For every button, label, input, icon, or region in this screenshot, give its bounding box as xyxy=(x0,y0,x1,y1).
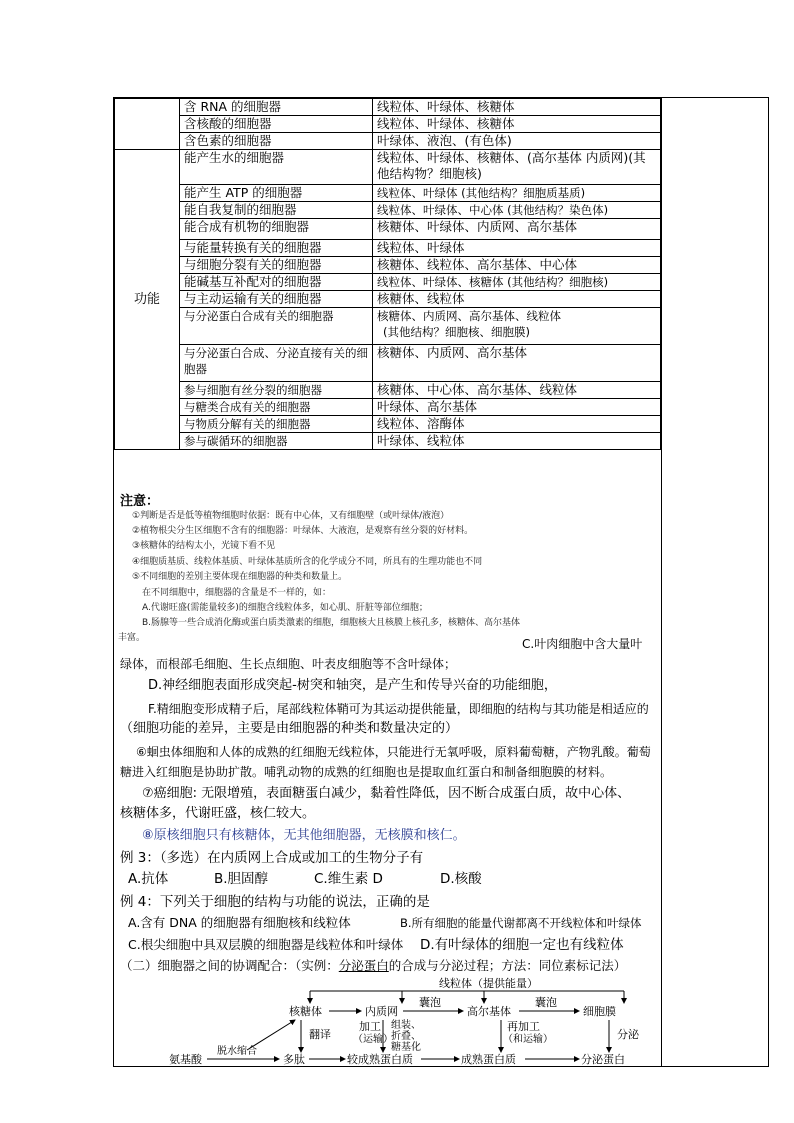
note-7a: ⑦癌细胞: 无限增殖，表面糖蛋白减少，黏着性降低，因不断合成蛋白质，故中心体、 xyxy=(142,786,631,801)
example-3-question: 例 3：（多选）在内质网上合成或加工的生物分子有 xyxy=(120,850,424,866)
table-cell: 线粒体、叶绿体、核糖体 (其他结构？细胞核) xyxy=(373,274,661,291)
flow-vesicle-1: 囊泡 xyxy=(419,996,441,1009)
flow-reprocess: 再加工 xyxy=(507,1020,540,1033)
table-row xyxy=(115,382,661,399)
table-row xyxy=(115,291,661,308)
organelle-table xyxy=(114,98,661,450)
note-line: ③核糖体的结构太小，光镜下看不见 xyxy=(132,541,276,551)
table-row xyxy=(115,185,661,202)
flow-assemble-3: 糖基化 xyxy=(391,1042,421,1053)
table-cell: 能自我复制的细胞器 xyxy=(180,202,373,219)
flow-transport-1: （运输） xyxy=(353,1034,393,1045)
table-cell: 与分泌蛋白合成有关的细胞器 xyxy=(180,308,373,345)
note-c-line: C.叶肉细胞中含大量叶 xyxy=(522,637,643,651)
table-cell: 线粒体、叶绿体 xyxy=(373,240,661,257)
note-6b: 糖进入红细胞是协助扩散。哺乳动物的成熟的红细胞也是提取血红蛋白和制备细胞膜的材料。 xyxy=(120,765,613,779)
function-category-label: 功能 xyxy=(115,150,180,450)
note-line: 在不同细胞中，细胞器的含量是不一样的，如： xyxy=(142,588,332,598)
flow-amino: 氨基酸 xyxy=(169,1053,202,1066)
flow-membrane: 细胞膜 xyxy=(583,1005,616,1018)
flow-mitochondria: 线粒体（提供能量） xyxy=(439,977,538,990)
column-divider xyxy=(661,98,662,1066)
example-3-option-b: B.胆固醇 xyxy=(214,871,269,887)
table-cell-line: 核糖体、内质网、高尔基体、线粒体 xyxy=(377,309,561,323)
flow-er: 内质网 xyxy=(365,1005,398,1018)
table-row xyxy=(115,150,661,185)
table-cell: 叶绿体、线粒体 xyxy=(373,433,661,450)
table-cell: 核糖体、中心体、高尔基体、线粒体 xyxy=(373,382,661,399)
table-row xyxy=(115,240,661,257)
table-cell-line: (其他结构？细胞核、细胞膜) xyxy=(383,325,530,339)
flow-process-1: 加工 xyxy=(359,1020,381,1033)
table-row xyxy=(115,257,661,274)
table-cell: 核糖体、叶绿体、内质网、高尔基体 xyxy=(373,219,661,240)
example-4-option-c: C.根尖细胞中具双层膜的细胞器是线粒体和叶绿体 xyxy=(128,937,404,952)
table-row xyxy=(115,219,661,240)
table-row xyxy=(115,202,661,219)
section-2-prefix: （二）细胞器之间的协调配合：（实例： xyxy=(120,958,339,973)
example-4-option-b: B.所有细胞的能量代谢都离不开线粒体和叶绿体 xyxy=(400,916,642,930)
example-3-option-a: A.抗体 xyxy=(128,871,169,887)
table-cell: 与糖类合成有关的细胞器 xyxy=(180,399,373,416)
table-cell: 含 RNA 的细胞器 xyxy=(180,99,373,116)
table-cell: 能产生 ATP 的细胞器 xyxy=(180,185,373,202)
note-f-line: F.精细胞变形成精子后，尾部线粒体鞘可为其运动提供能量，即细胞的结构与其功能是相适应的 xyxy=(148,702,649,716)
table-row xyxy=(115,399,661,416)
table-cell: 含核酸的细胞器 xyxy=(180,116,373,133)
note-line: ②植物根尖分生区细胞不含有的细胞器：叶绿体、大液泡，是观察有丝分裂的好材料。 xyxy=(132,526,474,536)
table-cell: 线粒体、叶绿体 (其他结构？细胞质基质) xyxy=(373,185,661,202)
table-cell: 能产生水的细胞器 xyxy=(180,150,373,185)
table-cell: 线粒体、叶绿体、核糖体 xyxy=(373,116,661,133)
example-4-option-d: D.有叶绿体的细胞一定也有线粒体 xyxy=(420,937,624,953)
flow-translate: 翻译 xyxy=(309,1028,331,1041)
document-sheet xyxy=(113,97,769,1067)
table-cell: 线粒体、叶绿体、核糖体 xyxy=(373,99,661,116)
flow-secrete: 分泌 xyxy=(617,1028,639,1041)
example-4-question: 例 4：下列关于细胞的结构与功能的说法，正确的是 xyxy=(120,894,430,910)
note-line: 丰富。 xyxy=(118,633,146,643)
note-f-line2: （细胞功能的差异，主要是由细胞器的种类和数量决定的） xyxy=(120,721,459,736)
table-cell: 线粒体、叶绿体、中心体 (其他结构？染色体) xyxy=(373,202,661,219)
table-row xyxy=(115,99,661,116)
note-8: ⑧原核细胞只有核糖体，无其他细胞器，无核膜和核仁。 xyxy=(142,828,466,843)
table-cell: 核糖体、线粒体、高尔基体、中心体 xyxy=(373,257,661,274)
flow-transport-2: （和运输） xyxy=(503,1034,553,1045)
table-cell: 线粒体、溶酶体 xyxy=(373,416,661,433)
section-2-heading xyxy=(120,956,660,976)
table-row xyxy=(115,116,661,133)
table-cell xyxy=(373,308,661,345)
table-cell: 与分泌蛋白合成、分泌直接有关的细胞器 xyxy=(180,345,373,382)
note-line: ①判断是否是低等植物细胞时依据：既有中心体，又有细胞壁（或叶绿体/液泡） xyxy=(132,511,450,521)
note-line: A.代谢旺盛(需能量较多)的细胞含线粒体多，如心肌、肝脏等部位细胞； xyxy=(142,603,428,613)
secretion-flow-diagram xyxy=(169,976,669,1066)
table-cell: 与能量转换有关的细胞器 xyxy=(180,240,373,257)
flow-assemble-2: 折叠、 xyxy=(391,1031,421,1042)
table-cell: 与物质分解有关的细胞器 xyxy=(180,416,373,433)
table-cell: 核糖体、线粒体 xyxy=(373,291,661,308)
note-d-line: D.神经细胞表面形成突起-树突和轴突，是产生和传导兴奋的功能细胞， xyxy=(148,678,557,693)
table-row xyxy=(115,345,661,382)
note-line: ⑤不同细胞的差别主要体现在细胞器的种类和数量上。 xyxy=(132,572,348,582)
table-cell: 参与碳循环的细胞器 xyxy=(180,433,373,450)
flow-ribosome: 核糖体 xyxy=(289,1005,322,1018)
table-cell: 含色素的细胞器 xyxy=(180,133,373,150)
note-line: ④细胞质基质、线粒体基质、叶绿体基质所含的化学成分不同，所具有的生理功能也不同 xyxy=(132,557,483,567)
note-7b: 核糖体多，代谢旺盛，核仁较大。 xyxy=(120,806,316,821)
example-4-option-a: A.含有 DNA 的细胞器有细胞核和线粒体 xyxy=(128,915,351,930)
flow-immature: 较成熟蛋白质 xyxy=(347,1053,413,1066)
section-2-underline: 分泌蛋白 xyxy=(338,958,389,973)
flow-assemble-1: 组装、 xyxy=(391,1020,421,1031)
example-3-option-d: D.核酸 xyxy=(440,871,482,887)
table-row xyxy=(115,274,661,291)
table-cell: 叶绿体、液泡、(有色体) xyxy=(373,133,661,150)
table-row xyxy=(115,133,661,150)
flow-mature: 成熟蛋白质 xyxy=(461,1053,516,1066)
flow-golgi: 高尔基体 xyxy=(467,1005,511,1018)
note-line: B.肠腺等一些合成消化酶或蛋白质类激素的细胞，细胞核大且核膜上核孔多，核糖体、高尔基体 xyxy=(142,618,521,628)
table-cell: 线粒体、叶绿体、核糖体、(高尔基体 内质网)(其他结构物？细胞核) xyxy=(373,150,661,185)
table-cell: 与主动运输有关的细胞器 xyxy=(180,291,373,308)
section-2-suffix: 的合成与分泌过程；方法：同位素标记法） xyxy=(388,958,627,973)
table-row xyxy=(115,433,661,450)
table-cell-empty xyxy=(115,99,180,150)
table-row xyxy=(115,416,661,433)
table-cell: 能合成有机物的细胞器 xyxy=(180,219,373,240)
table-cell: 叶绿体、高尔基体 xyxy=(373,399,661,416)
table-row xyxy=(115,308,661,345)
note-6a: ⑥蛔虫体细胞和人体的成熟的红细胞无线粒体，只能进行无氧呼吸，原料葡萄糖，产物乳酸。葡萄 xyxy=(136,745,651,759)
table-cell: 核糖体、内质网、高尔基体 xyxy=(373,345,661,382)
flow-vesicle-2: 囊泡 xyxy=(535,996,557,1009)
flow-dehydration: 脱水缩合 xyxy=(217,1046,257,1057)
table-cell: 能碱基互补配对的细胞器 xyxy=(180,274,373,291)
table-cell: 与细胞分裂有关的细胞器 xyxy=(180,257,373,274)
flow-peptide: 多肽 xyxy=(283,1053,305,1066)
table-cell: 参与细胞有丝分裂的细胞器 xyxy=(180,382,373,399)
notes-title: 注意： xyxy=(120,494,160,509)
example-3-option-c: C.维生素 D xyxy=(314,871,383,887)
flow-secreted: 分泌蛋白 xyxy=(581,1053,625,1066)
note-c-cont: 绿体，而根部毛细胞、生长点细胞、叶表皮细胞等不含叶绿体； xyxy=(120,657,457,671)
